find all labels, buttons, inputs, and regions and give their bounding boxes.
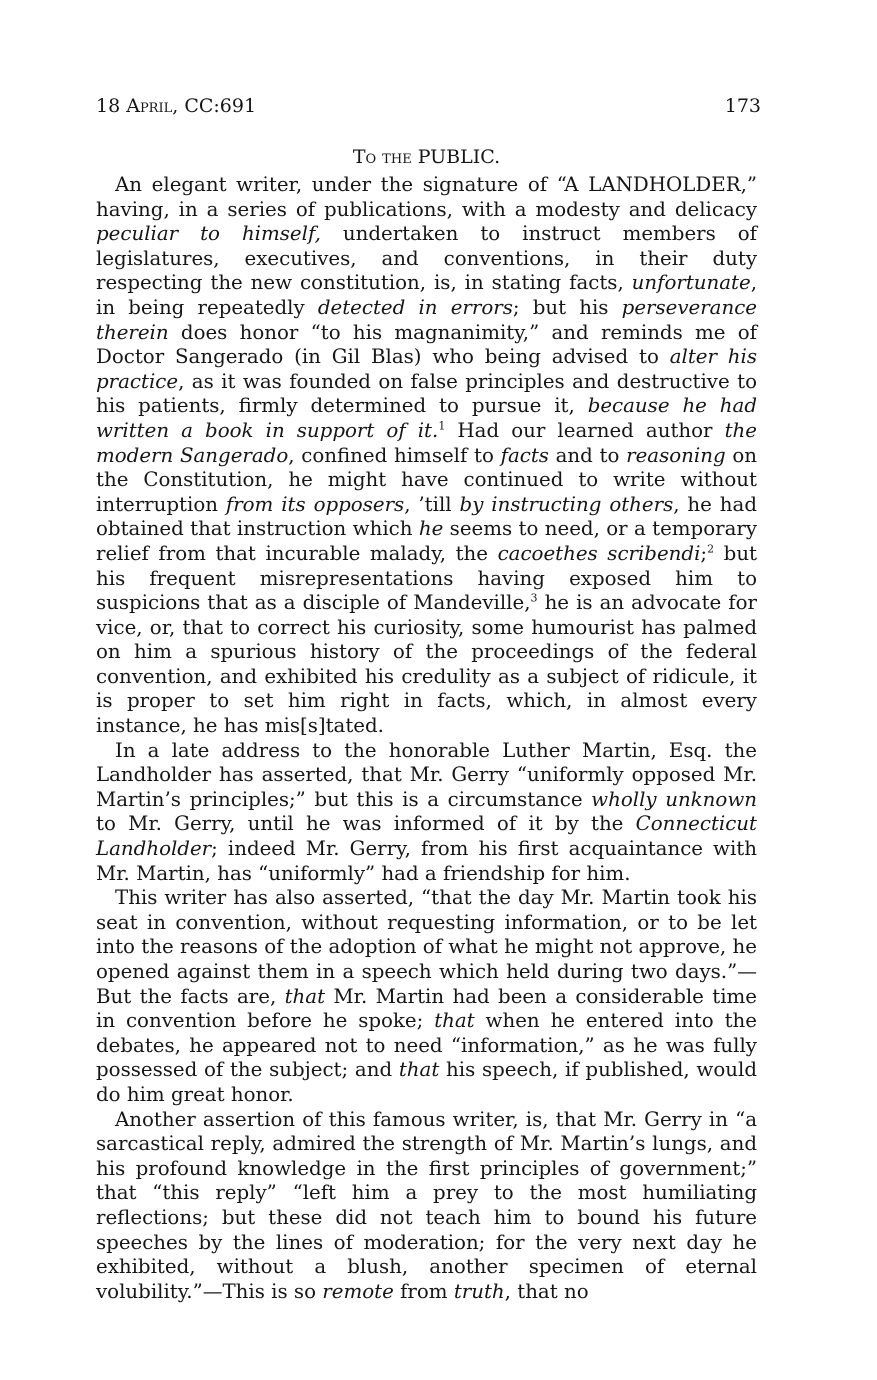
- article-title: [96, 145, 757, 169]
- footnote-marker: 1: [438, 419, 446, 433]
- text-run: Mr. Martin had been a considerable time in convention before he spoke;: [96, 984, 757, 1033]
- paragraph-3: [96, 886, 757, 1107]
- text-run: but his frequent misrepresentations having exposed him to suspicions that as a disciple of Mandeville,: [96, 541, 758, 615]
- italic-text: that: [398, 1058, 440, 1082]
- italic-text: perseverance therein: [96, 295, 757, 344]
- text-run: and to: [548, 443, 627, 467]
- italic-text: by instructing others: [459, 492, 674, 516]
- text-run: , that no: [504, 1279, 589, 1303]
- text-run: his speech, if published, would do him great honor.: [96, 1058, 757, 1106]
- text-run: This writer has also asserted, “that the day Mr. Martin took his seat in convention, without requesting information, or to be let into the reasons of the adoption of what he might not approve, he opened against them in a speech which held during two days.”—But the facts are,: [96, 886, 757, 1008]
- text-run: , confined himself to: [288, 443, 501, 467]
- paragraph-4: [96, 1108, 757, 1305]
- italic-text: because he had written a book in support of it.: [96, 394, 758, 442]
- text-run: , as it was founded on false principles and destructive to his patients, firmly determined to pursue it,: [96, 369, 757, 418]
- paragraph-2: [96, 739, 757, 887]
- text-run: from: [393, 1279, 454, 1303]
- text-run: ; but his: [512, 295, 622, 319]
- running-head-citation: 18 April, CC:691: [96, 95, 257, 117]
- text-run: , in being repeatedly: [96, 271, 757, 319]
- text-run: he is an advocate for vice, or, that to correct his curiosity, some humourist has palmed on him a spurious history of the proceedings of the federal convention, and exhibited his credulity as a subject of ridicule, it is proper to set him right in facts, which, in almost every instance, he has mis[s]tated.: [96, 591, 757, 738]
- italic-text: Connecticut Landholder: [96, 812, 757, 861]
- text-run: Had our learned author: [445, 418, 725, 442]
- text-run: , he had obtained that instruction which: [96, 492, 757, 541]
- italic-text: peculiar to himself,: [96, 222, 321, 246]
- article-title-text: To the PUBLIC.: [352, 146, 501, 168]
- text-run: An elegant writer, under the signature of “A LANDHOLDER,” having, in a series of publications, with a modesty and delicacy: [96, 173, 757, 221]
- paragraph-1: [96, 173, 757, 739]
- italic-text: detected in errors: [317, 295, 513, 319]
- italic-text: he: [418, 517, 444, 541]
- italic-text: cacoethes scribendi: [497, 541, 701, 565]
- italic-text: truth: [453, 1279, 505, 1303]
- text-run: to Mr. Gerry, until he was informed of it by the: [96, 812, 636, 836]
- italic-text: that: [284, 984, 326, 1008]
- article-body: [96, 173, 757, 1304]
- italic-text: wholly unknown: [591, 787, 757, 811]
- italic-text: that: [434, 1009, 475, 1033]
- footnote-marker: 2: [707, 542, 715, 556]
- text-run: In a late address to the honorable Luther Martin, Esq. the Landholder has asserted, that Mr. Gerry “uniformly opposed Mr. Martin’s principles;” but this is a circumstance: [96, 738, 757, 811]
- italic-text: the modern Sangerado: [96, 418, 757, 467]
- text-run: ;: [700, 541, 708, 565]
- italic-text: reasoning: [626, 443, 726, 467]
- italic-text: alter his practice: [96, 345, 757, 393]
- text-run: seems to need, or a temporary relief from that incurable malady, the: [96, 517, 757, 565]
- text-run: , ’till: [404, 492, 460, 516]
- italic-text: from its opposers: [225, 492, 405, 516]
- text-run: Another assertion of this famous writer, is, that Mr. Gerry in “a sarcastical reply, admired the strength of Mr. Martin’s lungs, and his profound knowledge in the first principles of government;” that “this reply” “left him a prey to the most humiliating reflections; but these did not teach him to bound his future speeches by the lines of moderation; for the very next day he exhibited, without a blush, another specimen of eternal volubility.”—This is so: [96, 1107, 757, 1303]
- page-number: 173: [724, 95, 761, 117]
- text-run: on the Constitution, he might have continued to write without interruption: [96, 443, 758, 516]
- italic-text: unfortunate: [631, 271, 751, 295]
- footnote-marker: 3: [530, 591, 538, 605]
- text-run: undertaken to instruct members of legislatures, executives, and conventions, in their duty respecting the new constitution, is, in stating facts,: [96, 222, 757, 295]
- italic-text: remote: [322, 1279, 394, 1303]
- text-run: does honor “to his magnanimity,” and reminds me of Doctor Sangerado (in Gil Blas) who being advised to: [96, 320, 757, 369]
- italic-text: facts: [500, 443, 549, 467]
- text-run: ; indeed Mr. Gerry, from his first acquaintance with Mr. Martin, has “uniformly” had a friendship for him.: [96, 837, 757, 885]
- text-run: when he entered into the debates, he appeared not to need “information,” as he was fully possessed of the subject; and: [96, 1009, 757, 1082]
